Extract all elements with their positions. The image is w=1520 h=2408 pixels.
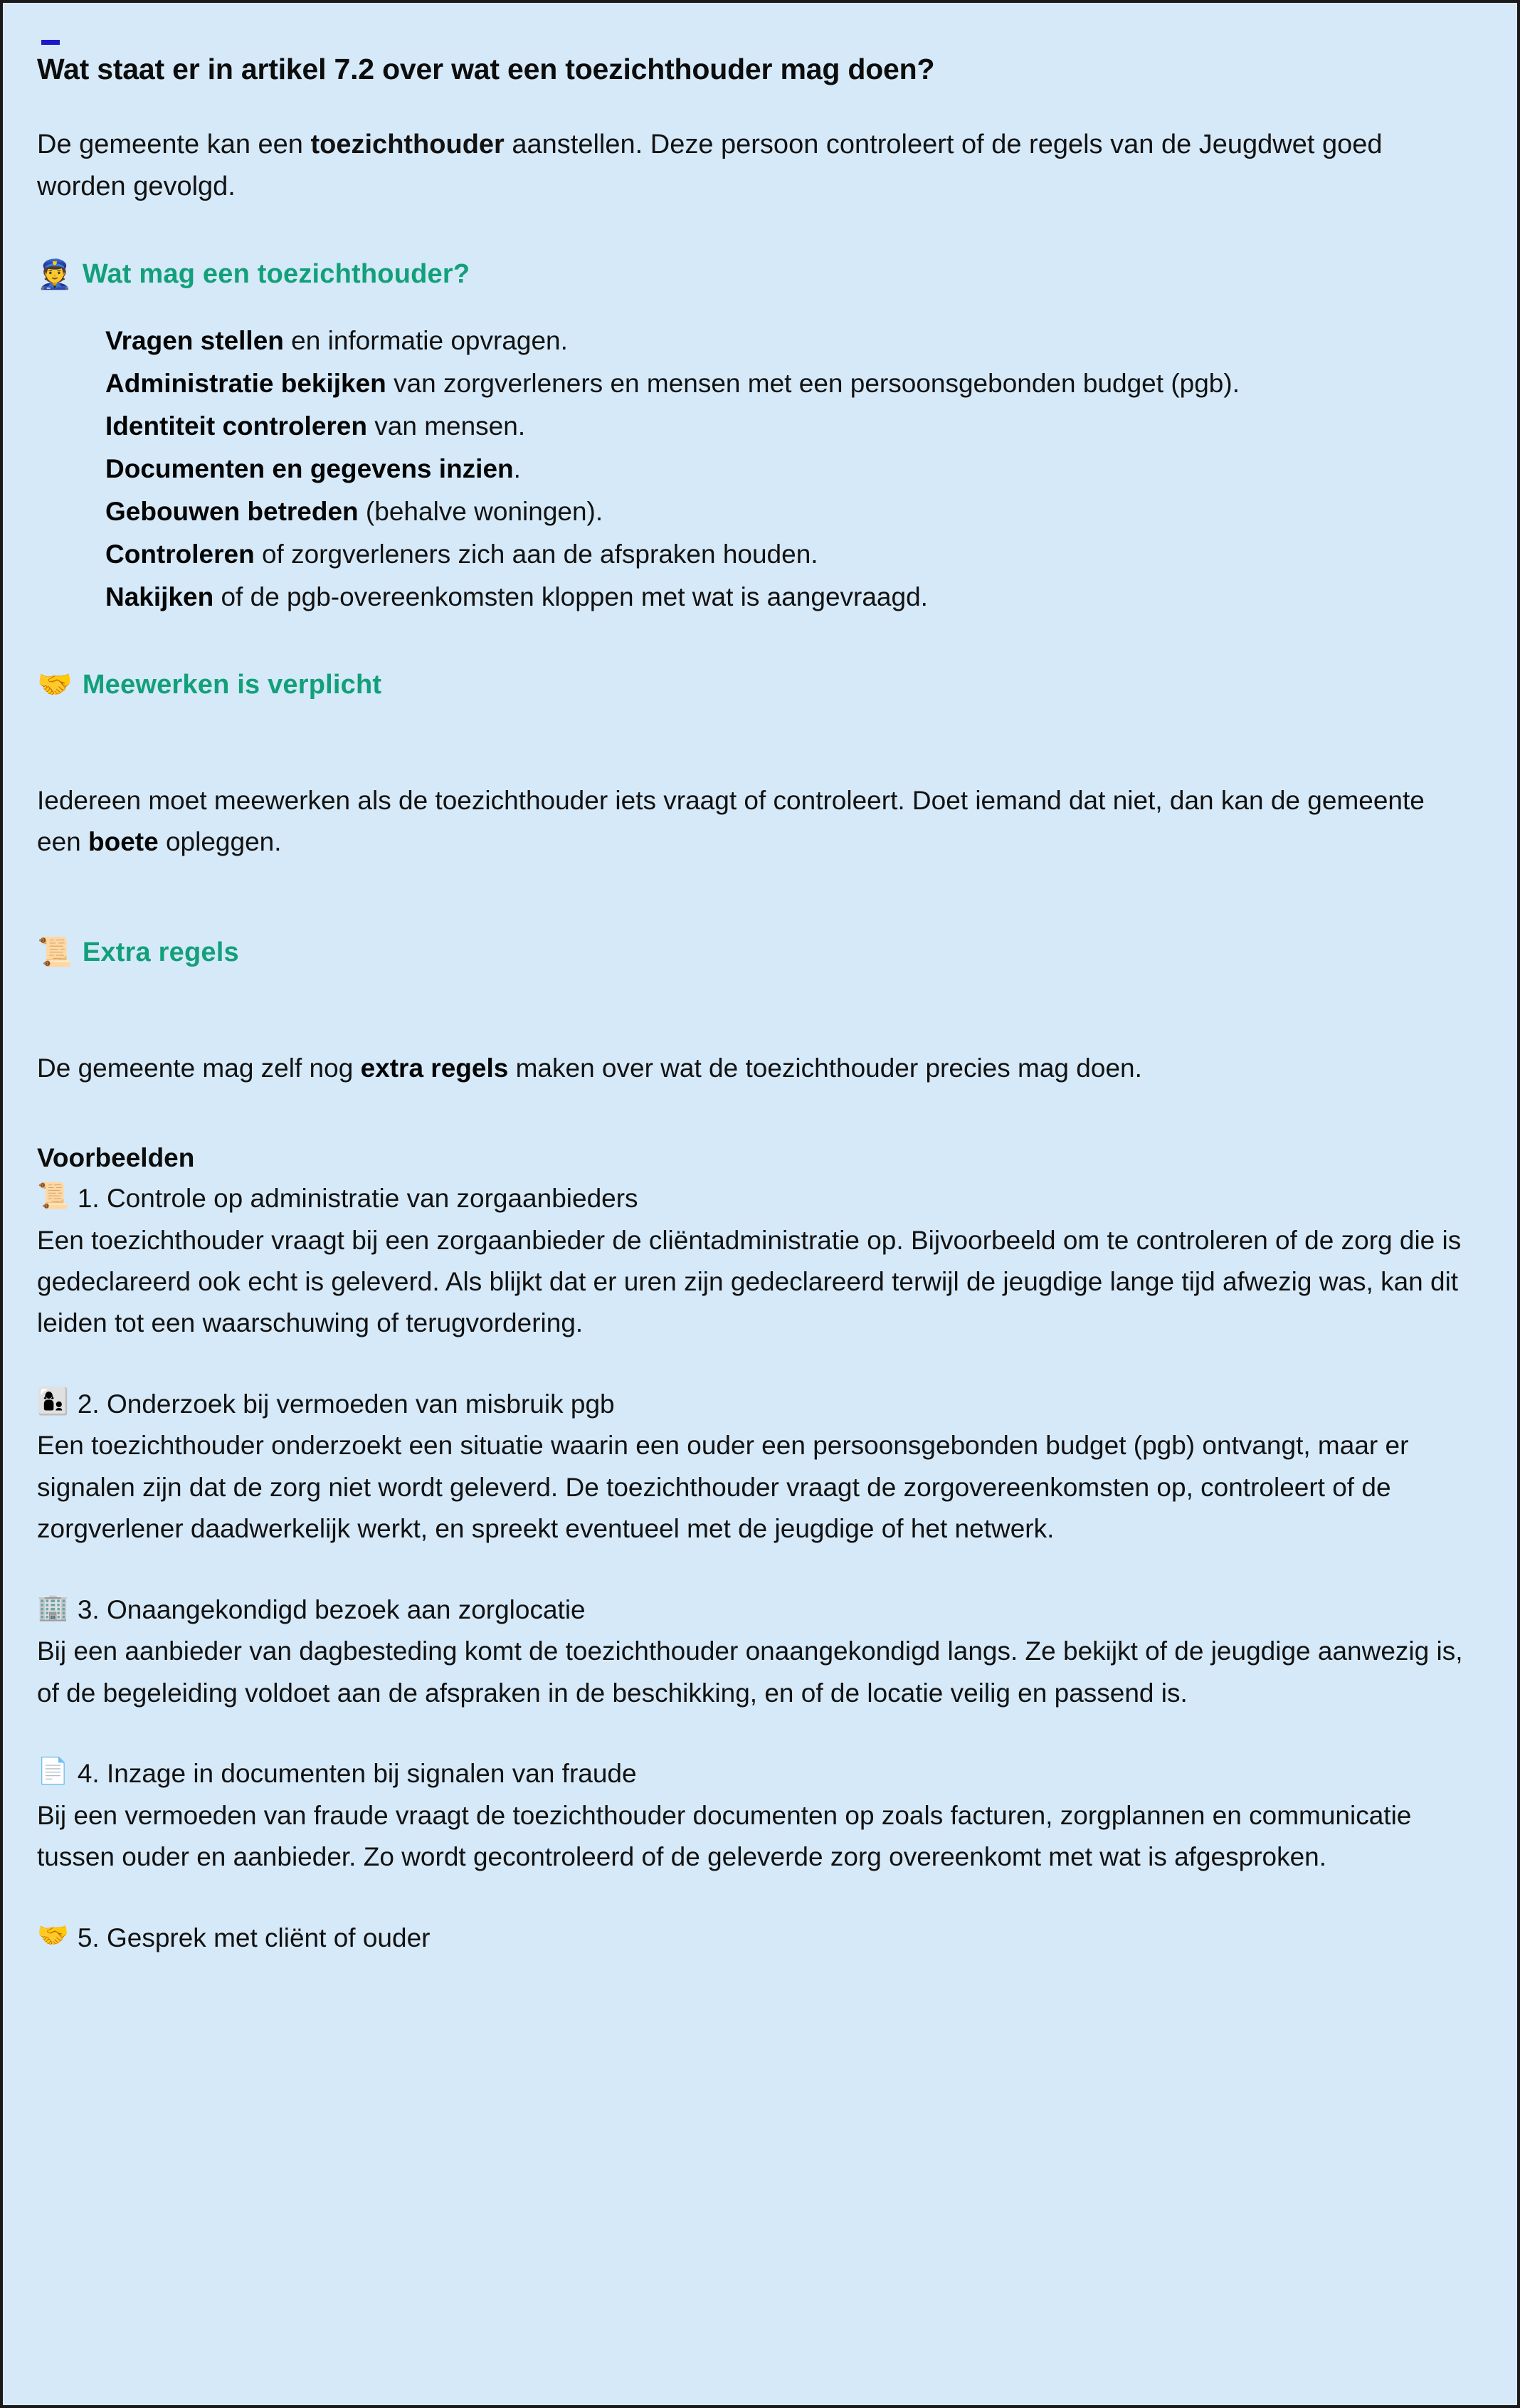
example-title: 1. Controle op administratie van zorgaanbieders [77,1184,638,1213]
extra-rules-suffix: maken over wat de toezichthouder precies mag doen. [508,1053,1142,1083]
scroll-icon: 📜 [37,936,73,969]
section-header-permissions [37,259,1489,290]
extra-rules-paragraph [37,1048,1467,1089]
example-title: 3. Onaangekondigd bezoek aan zorglocatie [77,1594,586,1624]
cooperation-suffix: opleggen. [158,827,282,857]
example-header [37,1754,1489,1794]
list-item-bold: Administratie bekijken [105,369,386,399]
section-title-extra-rules: Extra regels [82,937,239,967]
list-item-rest: (behalve woningen). [358,496,603,526]
cooperation-paragraph [37,780,1467,863]
intro-prefix: De gemeente kan een [37,130,311,160]
list-item [105,576,1489,619]
permissions-list [105,320,1489,619]
example-item [37,1754,1489,1878]
section-title-permissions: Wat mag een toezichthouder? [82,259,470,290]
example-header [37,1918,1489,1958]
example-item [37,1918,1489,1958]
intro-suffix: aanstellen. Deze persoon controleert of de regels van de Jeugdwet goed worden gevolgd. [37,130,1383,202]
section-header-extra-rules [37,937,1489,968]
list-item-rest: of zorgverleners zich aan de afspraken houden. [254,539,818,569]
examples-heading: Voorbeelden [37,1143,195,1172]
example-body: Bij een vermoeden van fraude vraagt de toezichthouder documenten op zoals facturen, zorgplannen en communicatie tussen ouder en aanbieder. Zo wordt gecontroleerd of de geleverde zorg overeenkomt met wat is afgesproken. [37,1800,1412,1872]
handshake-icon: 🤝 [37,668,73,702]
list-item-bold: Documenten en gegevens inzien [105,453,514,483]
example-item [37,1179,1489,1345]
list-item [105,320,1489,362]
cooperation-bold-term: boete [88,827,159,857]
example-body: Een toezichthouder vraagt bij een zorgaanbieder de cliëntadministratie op. Bijvoorbeeld om te controleren of de zorg die is gedeclareerd ook echt is geleverd. Als blijkt dat er uren zijn gedeclareerd terwijl de jeugdige lange tijd afwezig was, kan dit leiden tot een waarschuwing of terugvordering. [37,1225,1462,1338]
example-title: 2. Onderzoek bij vermoeden van misbruik pgb [77,1389,615,1419]
top-blue-dash-marker [41,40,60,45]
page-title: Wat staat er in artikel 7.2 over wat een toezichthouder mag doen? [37,53,935,85]
spacer [31,968,1489,1048]
list-item-rest: van zorgverleners en mensen met een persoonsgebonden budget (pgb). [386,369,1240,399]
list-item-rest: of de pgb-overeenkomsten kloppen met wat is aangevraagd. [213,582,928,611]
spacer [31,700,1489,780]
example-item [37,1384,1489,1550]
woman-and-boy-icon: 👩‍👦 [37,1387,69,1416]
police-officer-icon: 👮 [37,258,73,291]
list-item [105,362,1489,405]
example-header [37,1590,1489,1630]
list-item [105,448,1489,490]
list-item-rest: en informatie opvragen. [283,326,568,356]
list-item-bold: Vragen stellen [105,326,284,356]
spacer [31,1089,1489,1143]
list-item-bold: Identiteit controleren [105,411,367,441]
section-title-cooperation: Meewerken is verplicht [82,669,382,700]
extra-rules-prefix: De gemeente mag zelf nog [37,1053,361,1083]
list-item-bold: Controleren [105,539,255,569]
example-item [37,1590,1489,1714]
list-item [105,490,1489,533]
example-body: Bij een aanbieder van dagbesteding komt de toezichthouder onaangekondigd langs. Ze bekijkt of de jeugdige aanwezig is, of de begeleiding voldoet aan de afspraken in de beschikking, en of de locatie veilig en passend is. [37,1636,1463,1708]
list-item [105,405,1489,448]
example-body: Een toezichthouder onderzoekt een situatie waarin een ouder een persoonsgebonden budget (pgb) ontvangt, maar er signalen zijn dat de zorg niet wordt geleverd. De toezichthouder vraagt de zorgovereenkomsten op, controleert of de zorgverlener daadwerkelijk werkt, en spreekt eventueel met de jeugdige of het netwerk. [37,1431,1409,1544]
intro-bold-term: toezichthouder [310,130,505,160]
office-building-icon: 🏢 [37,1592,69,1622]
scroll-icon: 📜 [37,1182,69,1211]
list-item-bold: Gebouwen betreden [105,496,359,526]
page-facing-up-icon: 📄 [37,1757,69,1787]
cooperation-prefix: Iedereen moet meewerken als de toezichthouder iets vraagt of controleert. Doet iemand dat niet, dan kan de gemeente een [37,785,1425,857]
list-item-rest: van mensen. [366,411,526,441]
list-item-rest: . [513,453,521,483]
handshake-icon: 🤝 [37,1920,69,1950]
example-header [37,1384,1489,1424]
example-title: 5. Gesprek met cliënt of ouder [77,1923,431,1952]
list-item-bold: Nakijken [105,582,214,611]
example-title: 4. Inzage in documenten bij signalen van fraude [77,1759,637,1789]
section-header-cooperation [37,670,1489,700]
extra-rules-bold-term: extra regels [360,1053,509,1083]
list-item [105,533,1489,576]
example-header [37,1179,1489,1219]
intro-paragraph [37,124,1446,208]
